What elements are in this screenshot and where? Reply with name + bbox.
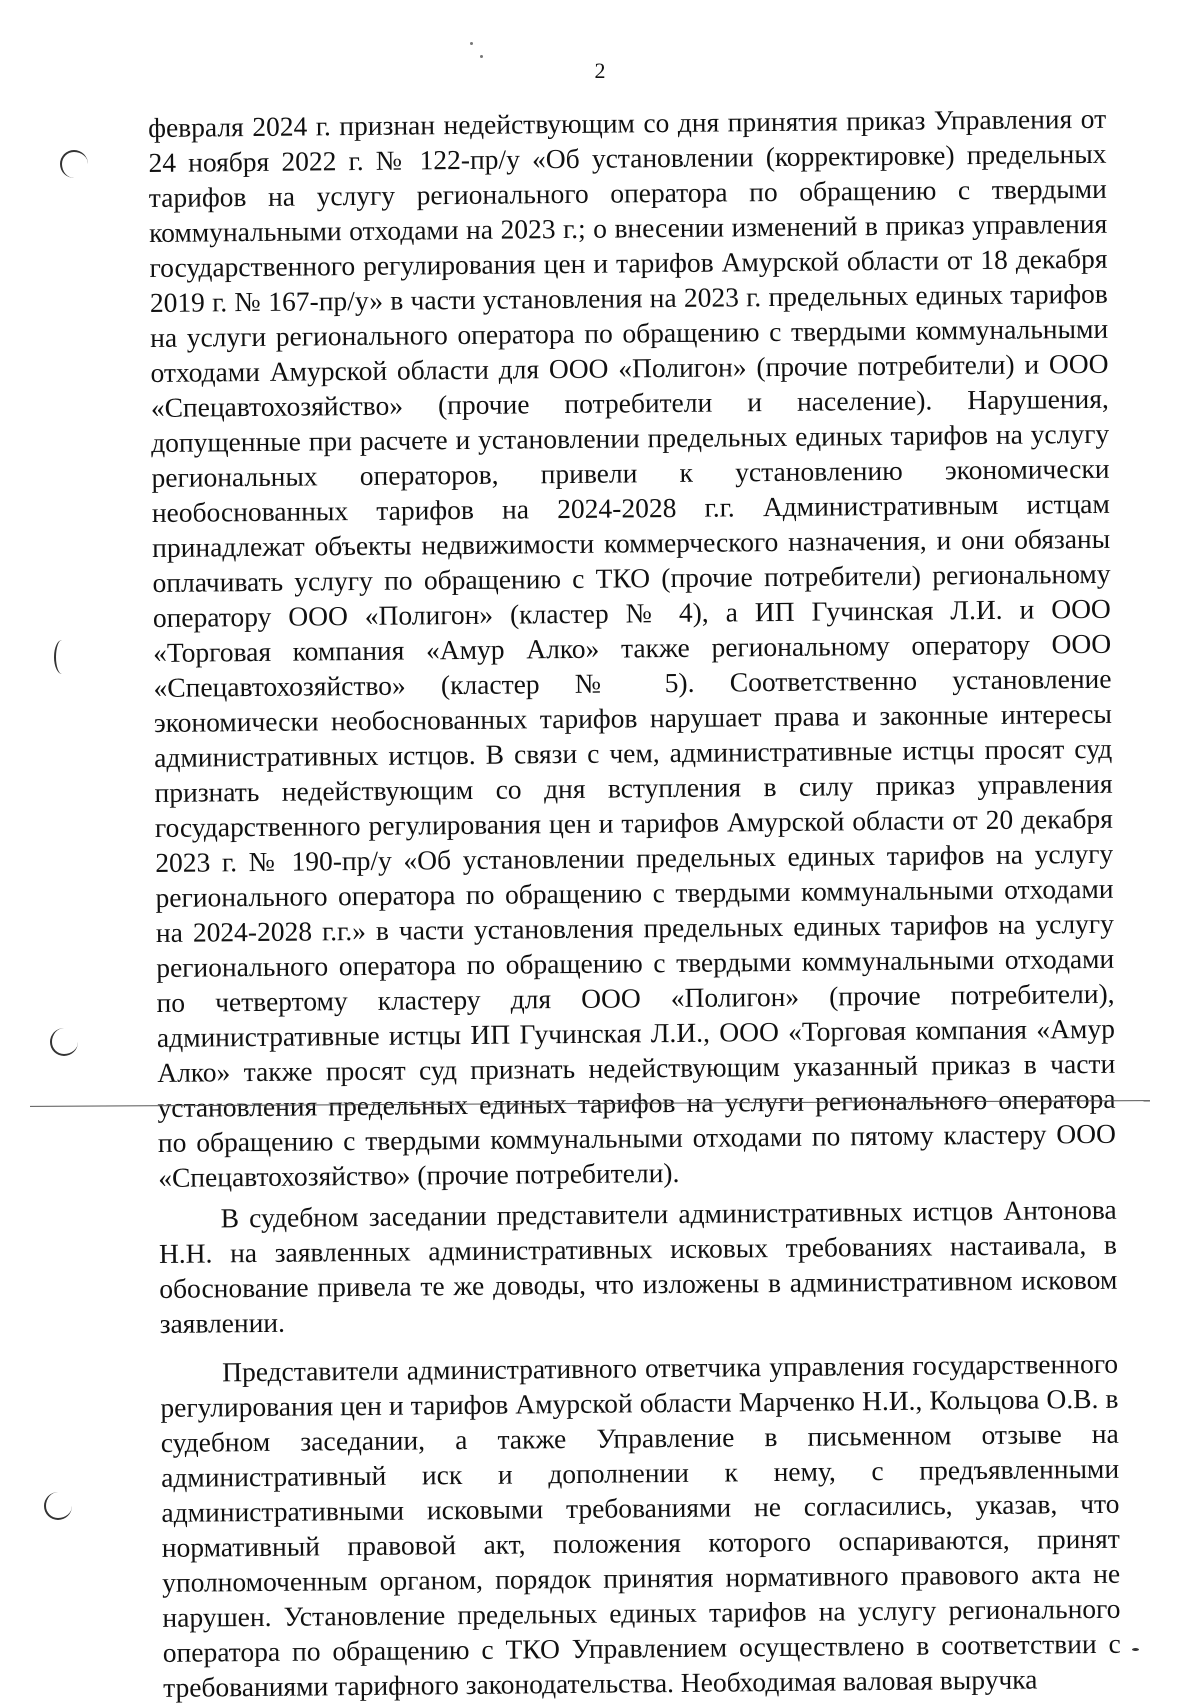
binding-hole-mark <box>44 1492 72 1520</box>
binding-hole-mark <box>60 150 88 178</box>
scan-speck <box>1132 1648 1139 1651</box>
scan-speck <box>480 55 483 58</box>
paragraph-continuation: февраля 2024 г. признан недействующим со дня принятия приказ Управления от 24 ноября 2022 г. № 122-пр/у «Об установлении (корректировке) предельных тарифов на услугу регионального оператора по обращению с твердыми коммунальными отходами на 2023 г.; о внесении изменений в приказ управления государственного регулирования цен и тарифов Амурской области от 18 декабря 2019 г. № 167-пр/у» в части установления на 2023 г. предельных единых тарифов на услуги регионального оператора по обращению с твердыми коммунальными отходами Амурской области для ООО «Полигон» (прочие потребители) и ООО «Спецавтохозяйство» (прочие потребители и население). Нарушения, допущенные при расчете и установлении предельных единых тарифов на услугу региональных операторов, привели к установлению экономически необоснованных тарифов на 2024-2028 г.г. Административным истцам принадлежат объекты недвижимости коммерческого назначения, и они обязаны оплачивать услугу по обращению с ТКО (прочие потребители) региональному оператору ООО «Полигон» (кластер № 4), а ИП Гучинская Л.И. и ООО «Торговая компания «Амур Алко» также региональному оператору ООО «Спецавтохозяйство» (кластер № 5). Соответственно установление экономически необоснованных тарифов нарушает права и законные интересы административных истцов. В связи с чем, административные истцы просят суд признать недействующим со дня вступления в силу приказ управления государственного регулирования цен и тарифов Амурской области от 20 декабря 2023 г. № 190-пр/у «Об установлении предельных единых тарифов на услугу регионального оператора по обращению с твердыми коммунальными отходами на 2024-2028 г.г.» в части установления предельных единых тарифов на услугу регионального оператора по обращению с твердыми коммунальными отходами по четвертому кластеру для ООО «Полигон» (прочие потребители), административные истцы ИП Гучинская Л.И., ООО «Торговая компания «Амур Алко» также просят суд признать недействующим указанный приказ в части установления предельных единых тарифов на услуги регионального оператора по обращению с твердыми коммунальными отходами по пятому кластеру ООО «Спецавтохозяйство» (прочие потребители). <box>148 102 1117 1193</box>
scan-speck <box>470 42 473 45</box>
binding-hole-mark <box>50 1028 78 1056</box>
binding-hole-mark <box>54 640 70 674</box>
paragraph-plaintiff-position: В судебном заседании представители административных истцов Антонова Н.Н. на заявленных административных исковых требованиях настаивала, в обоснование привела те же доводы, что изложены в административном исковом заявлении. <box>158 1193 1118 1339</box>
page-number: 2 <box>594 58 606 83</box>
document-body <box>148 101 1121 1705</box>
paragraph-defendant-position: Представители административного ответчика управления государственного регулирования цен и тарифов Амурской области Марченко Н.И., Кольцова О.В. в судебном заседании, а также Управление в письменном отзыве на административный иск и дополнении к нему, с предъявленными административными исковыми требованиями не согласились, указав, что нормативный правовой акт, положения которого оспариваются, принят уполномоченным органом, порядок принятия нормативного правового акта не нарушен. Установление предельных единых тарифов на услугу регионального оператора по обращению с ТКО Управлением осуществлено в соответствии с требованиями тарифного законодательства. Необходимая валовая выручка <box>160 1347 1121 1703</box>
